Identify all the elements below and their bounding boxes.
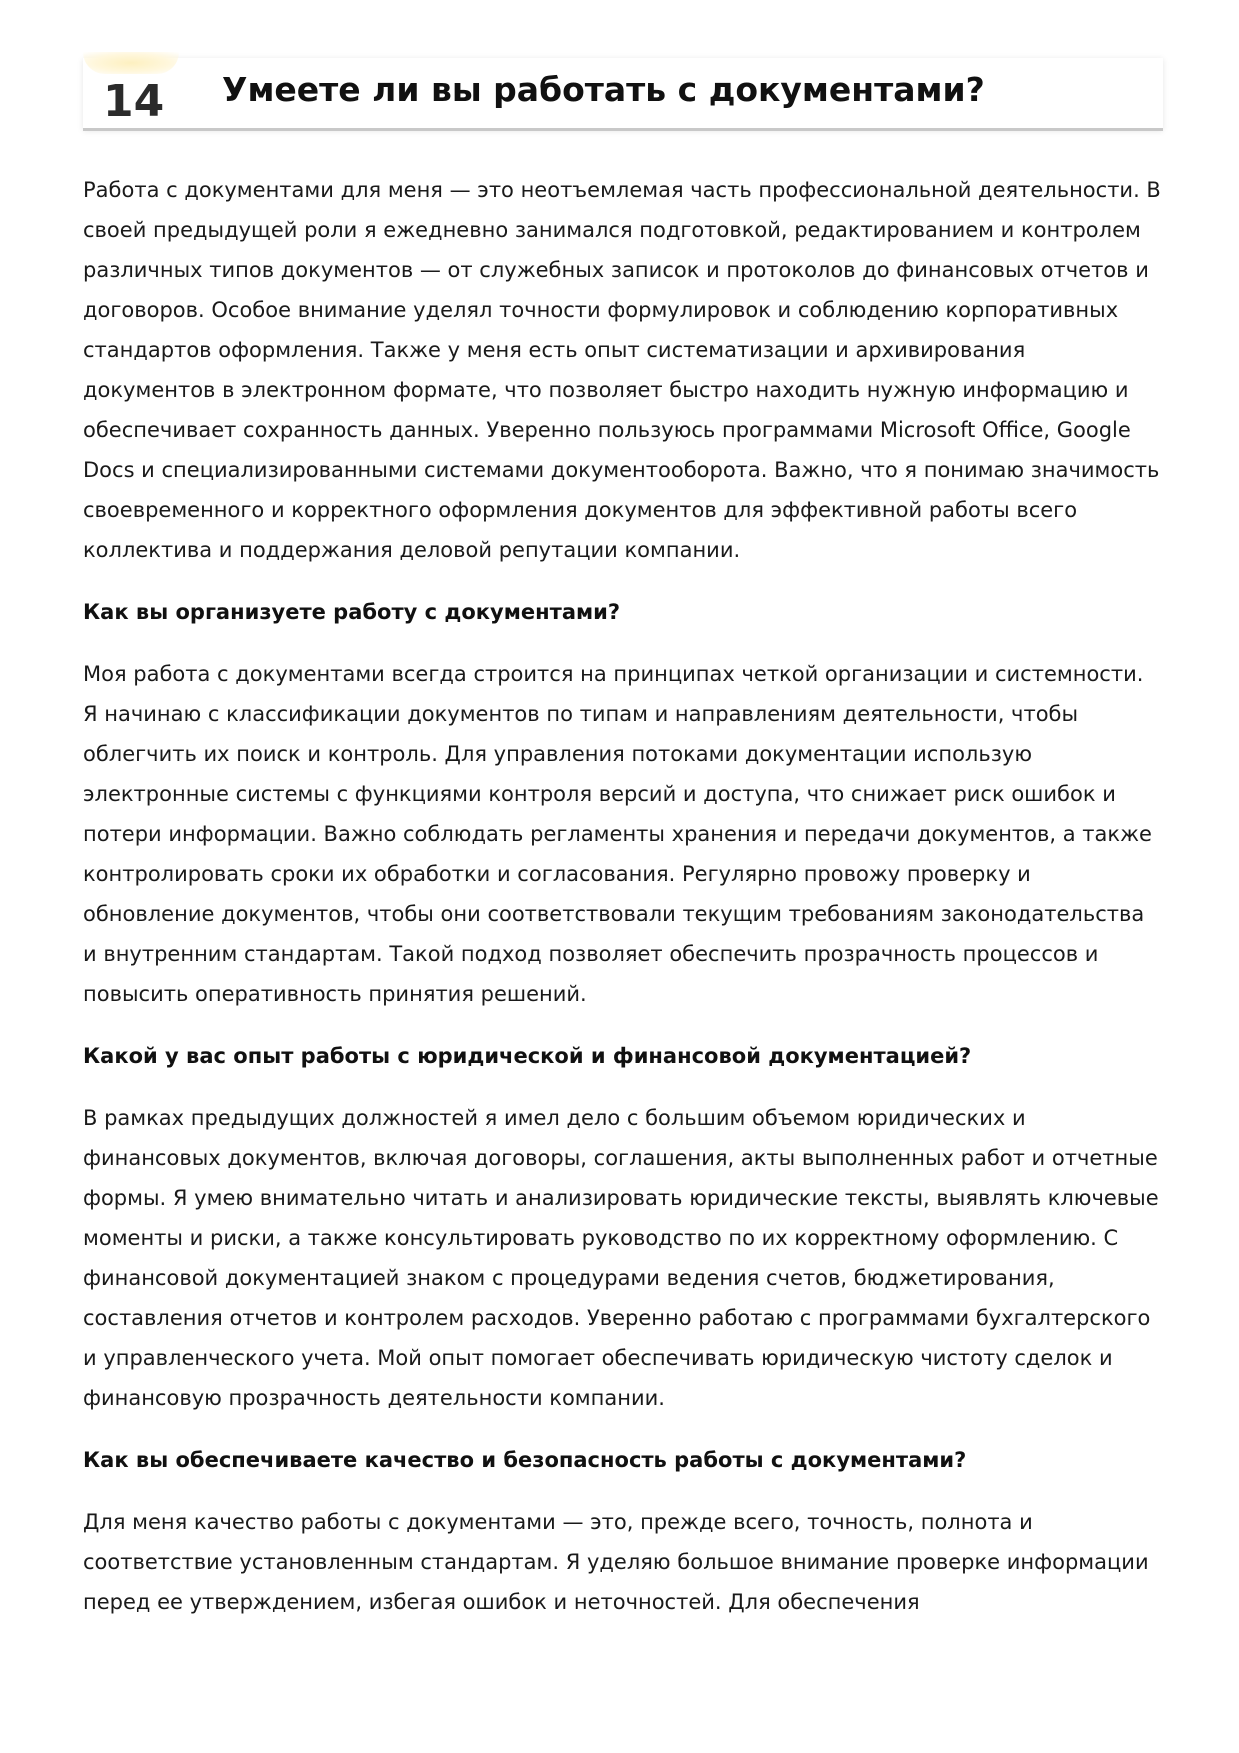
chapter-tab-decoration [83, 52, 179, 74]
answer-paragraph: Работа с документами для меня — это неотъемлемая часть профессиональной деятельности. В своей предыдущей роли я ежедневно занимался подготовкой, редактированием и контролем различных типов документов — от служебных записок и протоколов до финансовых отчетов и договоров. Особое внимание уделял точности формулировок и соблюдению корпоративных стандартов оформления. Также у меня есть опыт систематизации и архивирования документов в электронном формате, что позволяет быстро находить нужную информацию и обеспечивает сохранность данных. Уверенно пользуюсь программами Microsoft Office, Google Docs и специализированными системами документооборота. Важно, что я понимаю значимость своевременного и корректного оформления документов для эффективной работы всего коллектива и поддержания деловой репутации компании. [83, 178, 1161, 562]
header-divider [83, 128, 1163, 131]
chapter-number: 14 [103, 76, 165, 127]
chapter-title: Умеете ли вы работать с документами? [222, 70, 985, 109]
document-body [83, 170, 1163, 1644]
answer-paragraph: В рамках предыдущих должностей я имел дело с большим объемом юридических и финансовых документов, включая договоры, соглашения, акты выполненных работ и отчетные формы. Я умею внимательно читать и анализировать юридические тексты, выявлять ключевые моменты и риски, а также консультировать руководство по их корректному оформлению. С финансовой документацией знаком с процедурами ведения счетов, бюджетирования, составления отчетов и контролем расходов. Уверенно работаю с программами бухгалтерского и управленческого учета. Мой опыт помогает обеспечивать юридическую чистоту сделок и финансовую прозрачность деятельности компании. [83, 1106, 1159, 1410]
question-heading: Как вы обеспечиваете качество и безопасность работы с документами? [83, 1448, 967, 1472]
answer-paragraph: Для меня качество работы с документами — это, прежде всего, точность, полнота и соответствие установленным стандартам. Я уделяю большое внимание проверке информации перед ее утверждением, избегая ошибок и неточностей. Для обеспечения [83, 1510, 1149, 1614]
question-heading: Как вы организуете работу с документами? [83, 600, 621, 624]
answer-paragraph: Моя работа с документами всегда строится на принципах четкой организации и системности. Я начинаю с классификации документов по типам и направлениям деятельности, чтобы облегчить их поиск и контроль. Для управления потоками документации использую электронные системы с функциями контроля версий и доступа, что снижает риск ошибок и потери информации. Важно соблюдать регламенты хранения и передачи документов, а также контролировать сроки их обработки и согласования. Регулярно провожу проверку и обновление документов, чтобы они соответствовали текущим требованиям законодательства и внутренним стандартам. Такой подход позволяет обеспечить прозрачность процессов и повысить оперативность принятия решений. [83, 662, 1152, 1006]
question-heading: Какой у вас опыт работы с юридической и финансовой документацией? [83, 1044, 972, 1068]
